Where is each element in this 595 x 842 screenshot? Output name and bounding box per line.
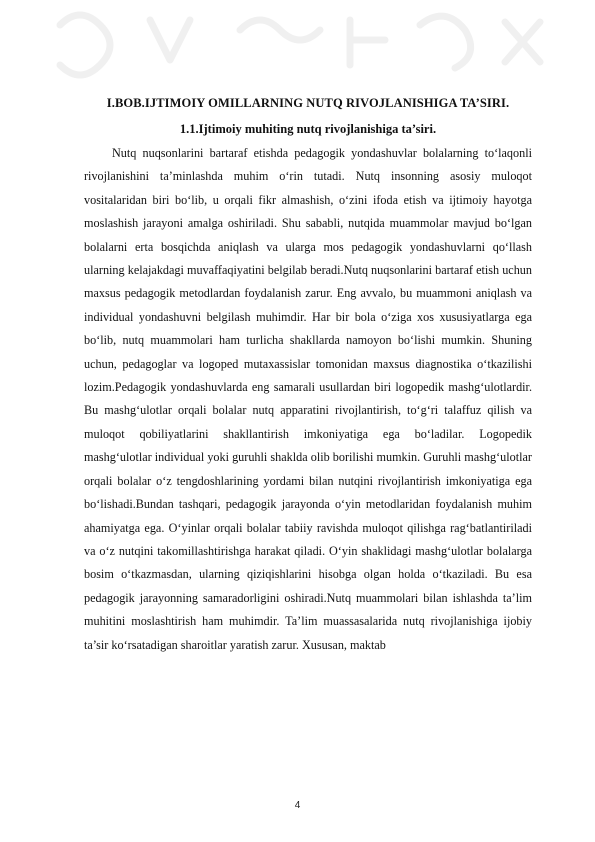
- body-paragraph: Nutq nuqsonlarini bartaraf etishda pedagogik yondashuvlar bolalarning to‘laqonli rivojlanishini ta’minlashda muhim o‘rin tutadi. Nutq insonning asosiy muloqot vositalaridan biri bo‘lib, u orqali fikr almashish, o‘zini ifoda etish va ijtimoiy hayotga moslashish jarayoni amalga oshiriladi. Shu sababli, nutqida muammolar mavjud bo‘lgan bolalarni erta bosqichda aniqlash va ularga mos pedagogik yondashuvlarni qo‘llash ularning kelajakdagi muvaffaqiyatini belgilab beradi.Nutq nuqsonlarini bartaraf etish uchun maxsus pedagogik metodlardan foydalanish zarur. Eng avvalo, bu muammoni aniqlash va individual yondashuvni belgilash muhimdir. Har bir bola o‘ziga xos xususiyatlarga ega bo‘lib, nutq muammolari ham turlicha shakllarda namoyon bo‘lishi mumkin. Shuning uchun, pedagoglar va logoped mutaxassislar tomonidan maxsus diagnostika o‘tkazilishi lozim.Pedagogik yondashuvlarda eng samarali usullardan biri logopedik mashg‘ulotlardir. Bu mashg‘ulotlar orqali bolalar nutq apparatini rivojlantirish, to‘g‘ri talaffuz qilish va muloqot qobiliyatlarini shakllantirish imkoniyatiga ega bo‘ladilar. Logopedik mashg‘ulotlar individual yoki guruhli shaklda olib borilishi mumkin. Guruhli mashg‘ulotlar orqali bolalar o‘z tengdoshlarining yordami bilan nutqini rivojlantirish imkoniyatiga ega bo‘lishadi.Bundan tashqari, pedagogik jarayonda o‘yin metodlaridan foydalanish muhim ahamiyatga ega. O‘yinlar orqali bolalar tabiiy ravishda muloqot qilishga rag‘batlantiriladi va o‘z nutqini takomillashtirishga harakat qiladi. O‘yin shaklidagi mashg‘ulotlar bolalarga bosim o‘tkazmasdan, ularning qiziqishlarini hisobga olgan holda o‘tkaziladi. Bu esa pedagogik jarayonning samaradorligini oshiradi.Nutq muammolari bilan ishlashda ta’lim muhitini moslashtirish ham muhimdir. Ta’lim muassasalarida nutq rivojlanishiga ijobiy ta’sir ko‘rsatadigan sharoitlar yaratish zarur. Xususan, maktab: [84, 146, 532, 652]
- watermark-pattern: [0, 0, 595, 90]
- document-page: [84, 90, 532, 657]
- chapter-title: I.BOB.IJTIMOIY OMILLARNING NUTQ RIVOJLANISHIGA TA’SIRI.: [106, 96, 510, 110]
- section-title: 1.1.Ijtimoiy muhiting nutq rivojlanishiga ta’siri.: [179, 122, 437, 136]
- page-number: 4: [294, 800, 301, 811]
